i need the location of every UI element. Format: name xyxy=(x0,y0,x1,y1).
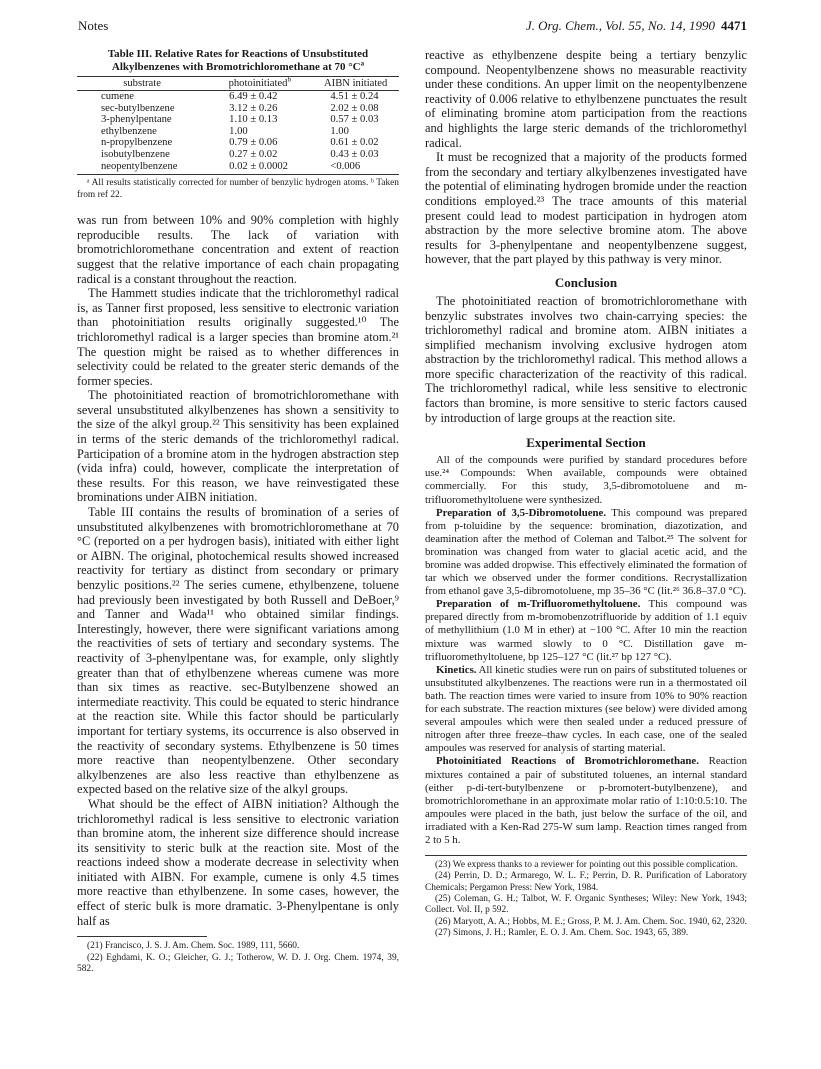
right-column xyxy=(425,48,747,939)
table-footnote: ᵃ All results statistically corrected for number of benzylic hydrogen atoms. ᵇ Taken from ref 22. xyxy=(77,178,399,200)
photoinitiated-reactions xyxy=(425,755,747,847)
photoinitiated-cell: 6.49 ± 0.42 xyxy=(229,91,278,102)
substrate-cell: 3-phenylpentane xyxy=(101,114,172,126)
table-caption-mark: a xyxy=(360,59,365,68)
photoinitiated-cell: 0.27 ± 0.02 xyxy=(229,148,278,160)
journal-citation xyxy=(526,18,747,34)
run-in-heading: Kinetics. xyxy=(436,663,477,676)
left-body-text xyxy=(77,213,399,928)
run-in-heading: Preparation of m-Trifluoromethyltoluene. xyxy=(436,598,641,611)
relative-rates-table xyxy=(77,76,399,175)
table-row xyxy=(77,161,399,175)
aibn-cell: 0.61 ± 0.02 xyxy=(330,137,379,149)
photoinitiated-cell: 3.12 ± 0.26 xyxy=(229,102,278,114)
run-in-text: This compound was prepared from p-toluidine by the sequence: bromination, diazotization, and deamination after the method of Coleman and Talbot.²⁵ The solvent for bromination was changed from water to glacial acetic acid, and the bromine was added dropwise. This effectively eliminated the formation of tar which we observed under the former conditions. Recrystallization from ethanol gave 3,5-dibromotoluene, mp 35–36 °C (lit.²⁶ 36.8–37.0 °C). xyxy=(425,506,747,598)
journal-name: J. Org. Chem., Vol. 55, No. 14, 1990 xyxy=(525,18,715,33)
footnote: (21) Francisco, J. S. J. Am. Chem. Soc. 1989, 111, 5660. xyxy=(87,941,300,952)
aibn-cell: <0.006 xyxy=(312,161,399,175)
left-column xyxy=(77,48,399,975)
footnote-rule xyxy=(77,936,207,937)
paragraph: The Hammett studies indicate that the trichloromethyl radical is, as Tanner first proposed, less sensitive to electronic variation than photoinitiation results originally suggested.¹⁰ The trichloromethyl radical is a larger species than bromine atom.²¹ The question might be raised as to whether differences in selectivity could be related to the greater steric demands of the former species. xyxy=(77,286,399,388)
table-row xyxy=(77,149,399,161)
substrate-cell: cumene xyxy=(101,91,134,102)
substrate-cell: isobutylbenzene xyxy=(101,148,170,160)
section-label: Notes xyxy=(78,18,109,33)
paragraph: What should be the effect of AIBN initiation? Although the trichloromethyl radical is less sensitive to electronic variation than bromine atom, the inherent size difference should increase its sensitivity to steric bulk at the reaction site. Most of the reactions indeed show a moderate decrease in selectivity when initiated with AIBN. For example, cumene is only 4.5 times more reactive than ethylbenzene. In some cases, however, the effect of steric bulk is more dramatic. 3-Phenylpentane is only half as xyxy=(77,796,399,928)
photoinitiated-cell: 0.79 ± 0.06 xyxy=(229,137,278,149)
paragraph: The photoinitiated reaction of bromotrichloromethane with several unsubstituted alkylbenzenes has shown a sensitivity to the size of the alkyl group.²² This sensitivity has been explained in terms of the steric demands of the trichloromethyl radical. Participation of a bromine atom in the hydrogen abstraction step (vida infra) could, however, complicate the interpretation of these results. For this reason, we have reinvestigated these brominations under AIBN initiation. xyxy=(77,388,399,505)
photoinitiated-cell: 1.10 ± 0.13 xyxy=(229,114,278,126)
footnote: (23) We express thanks to a reviewer for pointing out this possible complication. xyxy=(435,860,738,871)
footnote: (26) Maryott, A. A.; Hobbs, M. E.; Gross, P. M. J. Am. Chem. Soc. 1940, 62, 2320. xyxy=(435,916,747,927)
page-number: 4471 xyxy=(721,18,747,33)
table-row xyxy=(77,126,399,138)
kinetics xyxy=(425,664,747,756)
table-row xyxy=(77,114,399,126)
running-header xyxy=(78,18,747,38)
table-caption-text: Table III. Relative Rates for Reactions of Unsubstituted Alkylbenzenes with Bromotrichloromethane at 70 °C xyxy=(107,48,369,73)
table-row xyxy=(77,137,399,149)
aibn-cell: 2.02 ± 0.08 xyxy=(330,102,379,114)
table-header-row xyxy=(77,77,399,91)
run-in-heading: Preparation of 3,5-Dibromotoluene. xyxy=(436,506,607,519)
col-photoinitiated-mark: b xyxy=(287,75,291,84)
run-in-text: Reaction mixtures contained a pair of substituted toluenes, an internal standard (either p-di-tert-butylbenzene or p-bromotert-butylbenzene), and bromotrichloromethane in an approximate molar ratio of 1:10:0.5:10. The ampoules were placed in the bath, just below the surface of the oil, and irradiated with a Ken-Rad 275-W sum lamp. Reaction times ranged from 2 to 5 h. xyxy=(425,755,747,846)
footnote: (22) Eghdami, K. O.; Gleicher, G. J.; Totherow, W. D. J. Org. Chem. 1974, 39, 582. xyxy=(77,952,399,974)
col-aibn: AIBN initiated xyxy=(312,77,399,91)
footnote: (25) Coleman, G. H.; Talbot, W. F. Organic Syntheses; Wiley: New York, 1943; Collect. Vol. II, p 592. xyxy=(425,893,747,916)
table-caption xyxy=(77,48,399,74)
aibn-cell: 4.51 ± 0.24 xyxy=(330,91,379,102)
aibn-cell: 1.00 xyxy=(330,125,349,137)
photoinitiated-cell: 1.00 xyxy=(229,125,248,137)
aibn-cell: 0.43 ± 0.03 xyxy=(330,148,379,160)
footnote-rule xyxy=(425,855,747,856)
col-photoinitiated xyxy=(207,77,312,91)
paragraph: reactive as ethylbenzene despite being a tertiary benzylic compound. Neopentylbenzene shows no measurable reactivity under these conditions. An upper limit on the neopentylbenzene reactivity of 0.006 relative to ethylbenzene punctuates the result of eliminating bromine atom participation from the reactions and highlights the large steric demands of the trichloromethyl radical. xyxy=(425,48,747,150)
photoinitiated-cell: 0.02 ± 0.0002 xyxy=(207,161,312,175)
substrate-cell: sec-butylbenzene xyxy=(101,102,175,114)
run-in-text: All kinetic studies were run on pairs of substituted toluenes or unsubstituted alkylbenzenes. The reactions were run in a thermostated oil bath. The reaction times were varied to insure from 10% to 90% reaction for each substrate. The reaction mixtures (see below) were divided among several ampoules which were then sealed under a reduced pressure of nitrogen after three freeze–thaw cycles. In each case, one of the sealed ampoules was reserved for analysis of starting material. xyxy=(425,663,747,755)
aibn-cell: 0.57 ± 0.03 xyxy=(330,114,379,126)
substrate-cell: neopentylbenzene xyxy=(77,161,207,175)
conclusion-heading: Conclusion xyxy=(554,274,618,290)
experimental-heading: Experimental Section xyxy=(526,435,646,451)
prep-dibromotoluene xyxy=(425,507,747,599)
table-row xyxy=(77,91,399,103)
col-substrate: substrate xyxy=(77,77,207,91)
substrate-cell: n-propylbenzene xyxy=(101,137,173,149)
prep-trifluoromethyltoluene xyxy=(425,598,747,663)
experimental-intro: All of the compounds were purified by standard procedures before use.²⁴ Compounds: When available, compounds were obtained commercially. For this study, 3,5-dibromotoluene and m-trifluoromethyltoluene were synthesized. xyxy=(425,454,747,506)
footnote: (24) Perrin, D. D.; Armarego, W. L. F.; Perrin, D. R. Purification of Laboratory Chemicals; Pergamon Press: New York, 1984. xyxy=(425,871,747,893)
footnote: (27) Simons, J. H.; Ramler, E. O. J. Am. Chem. Soc. 1943, 65, 389. xyxy=(435,927,689,938)
table-row xyxy=(77,103,399,115)
substrate-cell: ethylbenzene xyxy=(101,125,157,137)
paragraph: was run from between 10% and 90% completion with highly reproducible results. The lack of variation with bromotrichloromethane concentration and extent of reaction suggest that the relative importance of each chain propagating radical is a constant throughout the reaction. xyxy=(77,213,399,286)
conclusion-text: The photoinitiated reaction of bromotrichloromethane with benzylic substrates involves two chain-carrying species: the trichloromethyl radical and bromine atom. AIBN initiates a simplified mechanism involving exclusive hydrogen atom abstraction by the trichloromethyl radical. This method allows a more specific characterization of the reactivity of this radical. The trichloromethyl radical, while less sensitive to electronic factors than bromine, is more sensitive to steric factors caused by introduction of large groups at the reaction site. xyxy=(425,293,747,425)
run-in-heading: Photoinitiated Reactions of Bromotrichloromethane. xyxy=(436,755,699,768)
col-photoinitiated-text: photoinitiated xyxy=(228,78,288,89)
run-in-text: This compound was prepared directly from m-bromobenzotrifluoride by addition of 1.1 equiv of methyllithium (1.0 M in ether) at −100 °C. After 10 min the reaction mixture was warmed slowly to 0 °C. Distillation gave m-trifluoromethyltoluene, bp 125–127 °C (lit.²⁷ bp 127 °C). xyxy=(425,598,747,663)
paragraph: Table III contains the results of bromination of a series of unsubstituted alkylbenzenes with bromotrichloromethane at 70 °C (reported on a per hydrogen basis), initiated with either light or AIBN. The original, photochemical results showed increased reactivity for tertiary as distinct from secondary or primary benzylic positions.²² The series cumene, ethylbenzene, toluene had previously been investigated by both Russell and DeBoer,⁹ and Tanner and Wada¹¹ who obtained similar findings. Interestingly, however, there were significant variations among the reactivities of sets of tertiary and secondary systems. The reactivity of 3-phenylpentane was, for example, only slightly greater than that of ethylbenzene whereas cumene was more than six times as reactive. sec-Butylbenzene showed an intermediate reactivity. This could be equated to steric hindrance at the reaction site. While this factor should be particularly important for tertiary systems, its occurrence is also observed in the reactivity of secondary systems. Ethylbenzene is 50 times more reactive than neopentylbenzene. Other secondary alkylbenzenes are also less reactive than ethylbenzene as expected based on the relative size of the alkyl groups. xyxy=(77,505,399,797)
paragraph: It must be recognized that a majority of the products formed from the secondary and tertiary alkylbenzenes investigated have the potential of eliminating hydrogen bromide under the reaction conditions employed.²³ The trace amounts of this material present could lead to modest participation in hydrogen atom abstraction by the more selective bromine atom. The above results for 3-phenylpentane and neopentylbenzene suggest, however, that the part played by this pathway is very minor. xyxy=(425,150,747,267)
